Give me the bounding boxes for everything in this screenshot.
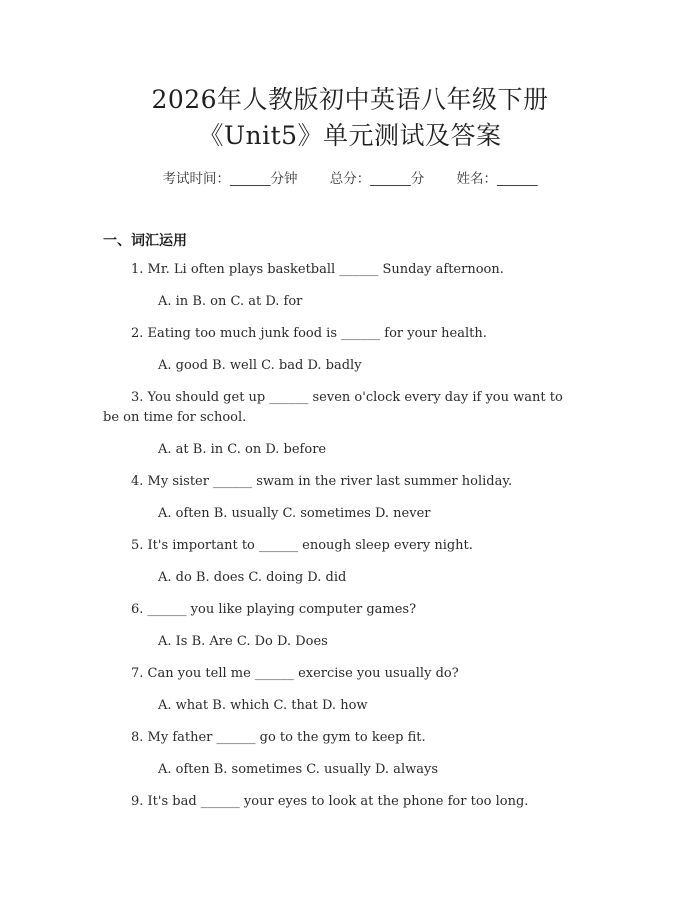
question-3-continued: be on time for school. xyxy=(103,410,247,425)
question-1: 1. Mr. Li often plays basketball ______ Sunday afternoon. xyxy=(131,262,504,277)
document-subtitle: 《Unit5》单元测试及答案 xyxy=(198,121,502,150)
student-name: 姓名：______ xyxy=(456,171,538,187)
section-heading: 一、词汇运用 xyxy=(103,233,187,249)
exam-time: 考试时间：______分钟 xyxy=(162,171,298,187)
question-5: 5. It's important to ______ enough sleep every night. xyxy=(131,538,473,553)
question-7-options: A. what B. which C. that D. how xyxy=(158,698,368,713)
question-8-options: A. often B. sometimes C. usually D. always xyxy=(158,762,438,777)
question-3: 3. You should get up ______ seven o'clock every day if you want to xyxy=(131,390,563,405)
question-6-options: A. Is B. Are C. Do D. Does xyxy=(158,634,328,649)
question-1-options: A. in B. on C. at D. for xyxy=(158,294,303,309)
question-7: 7. Can you tell me ______ exercise you usually do? xyxy=(131,666,459,681)
question-4: 4. My sister ______ swam in the river last summer holiday. xyxy=(131,474,513,489)
document-title: 2026年人教版初中英语八年级下册 xyxy=(151,85,549,114)
question-6: 6. ______ you like playing computer games? xyxy=(131,602,417,617)
question-2-options: A. good B. well C. bad D. badly xyxy=(158,358,362,373)
question-5-options: A. do B. does C. doing D. did xyxy=(158,570,347,585)
question-2: 2. Eating too much junk food is ______ for your health. xyxy=(131,326,487,341)
exam-info xyxy=(0,167,700,187)
exam-score: 总分：______分 xyxy=(329,171,425,187)
question-4-options: A. often B. usually C. sometimes D. never xyxy=(158,506,431,521)
question-8: 8. My father ______ go to the gym to keep fit. xyxy=(131,730,426,745)
question-3-options: A. at B. in C. on D. before xyxy=(158,442,327,457)
question-9: 9. It's bad ______ your eyes to look at the phone for too long. xyxy=(131,794,529,809)
